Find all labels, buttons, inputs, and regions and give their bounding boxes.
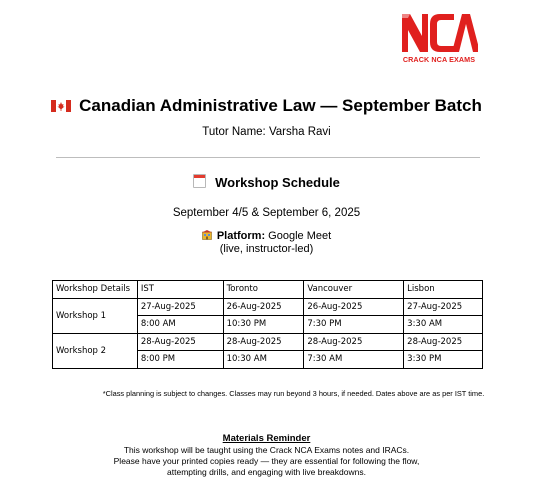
- table-cell: 27-Aug-2025: [137, 298, 223, 316]
- workshop-name-cell: Workshop 2: [53, 333, 138, 368]
- table-header-row: [53, 281, 483, 299]
- platform-info: [0, 230, 533, 256]
- divider: [56, 157, 480, 158]
- table-cell: 7:30 AM: [304, 351, 404, 369]
- table-cell: 28-Aug-2025: [137, 333, 223, 351]
- table-cell: 8:00 AM: [137, 316, 223, 334]
- materials-title: Materials Reminder: [222, 433, 311, 444]
- workshop-heading: [0, 174, 533, 190]
- table-header-cell: IST: [137, 281, 223, 299]
- table-cell: 8:00 PM: [137, 351, 223, 369]
- table-cell: 27-Aug-2025: [404, 298, 483, 316]
- table-cell: 3:30 AM: [404, 316, 483, 334]
- workshop-name-cell: Workshop 1: [53, 298, 138, 333]
- logo-text: CRACK NCA EXAMS: [402, 55, 476, 64]
- materials-line: attempting drills, and engaging with live breakdowns.: [167, 466, 366, 477]
- workshop-dates: September 4/5 & September 6, 2025: [172, 207, 361, 219]
- table-cell: 3:30 PM: [404, 351, 483, 369]
- table-header-cell: Lisbon: [404, 281, 483, 299]
- nca-logo-mark: [400, 10, 478, 54]
- calendar-icon: [193, 174, 206, 188]
- table-row: [53, 298, 483, 316]
- table-header-cell: Vancouver: [304, 281, 404, 299]
- crack-nca-logo: [396, 10, 482, 66]
- table-header-cell: Toronto: [223, 281, 304, 299]
- materials-body: [0, 445, 533, 477]
- table-cell: 10:30 PM: [223, 316, 304, 334]
- table-cell: 28-Aug-2025: [304, 333, 404, 351]
- materials-line: Please have your printed copies ready — they are essential for following the flow,: [113, 455, 420, 466]
- tutor-name: Tutor Name: Varsha Ravi: [202, 126, 331, 138]
- school-icon: [202, 230, 212, 240]
- table-header-cell: Workshop Details: [53, 281, 138, 299]
- table-cell: 26-Aug-2025: [304, 298, 404, 316]
- page-title: [0, 96, 533, 116]
- table-cell: 10:30 AM: [223, 351, 304, 369]
- schedule-note: *Class planning is subject to changes. Classes may run beyond 3 hours, if needed. Dates above are as per IST time.: [102, 389, 485, 398]
- platform-note: (live, instructor-led): [219, 243, 314, 255]
- table-cell: 28-Aug-2025: [404, 333, 483, 351]
- materials-line: This workshop will be taught using the Crack NCA Exams notes and IRACs.: [123, 445, 410, 455]
- table-cell: 26-Aug-2025: [223, 298, 304, 316]
- canada-flag-icon: [51, 97, 71, 109]
- platform-value: Google Meet: [268, 230, 332, 242]
- table-cell: 7:30 PM: [304, 316, 404, 334]
- platform-label: Platform:: [216, 230, 266, 242]
- workshop-heading-text: Workshop Schedule: [215, 175, 340, 190]
- table-cell: 28-Aug-2025: [223, 333, 304, 351]
- table-row: [53, 333, 483, 351]
- workshop-schedule-table: [52, 280, 483, 369]
- page-title-text: Canadian Administrative Law — September Batch: [79, 96, 482, 115]
